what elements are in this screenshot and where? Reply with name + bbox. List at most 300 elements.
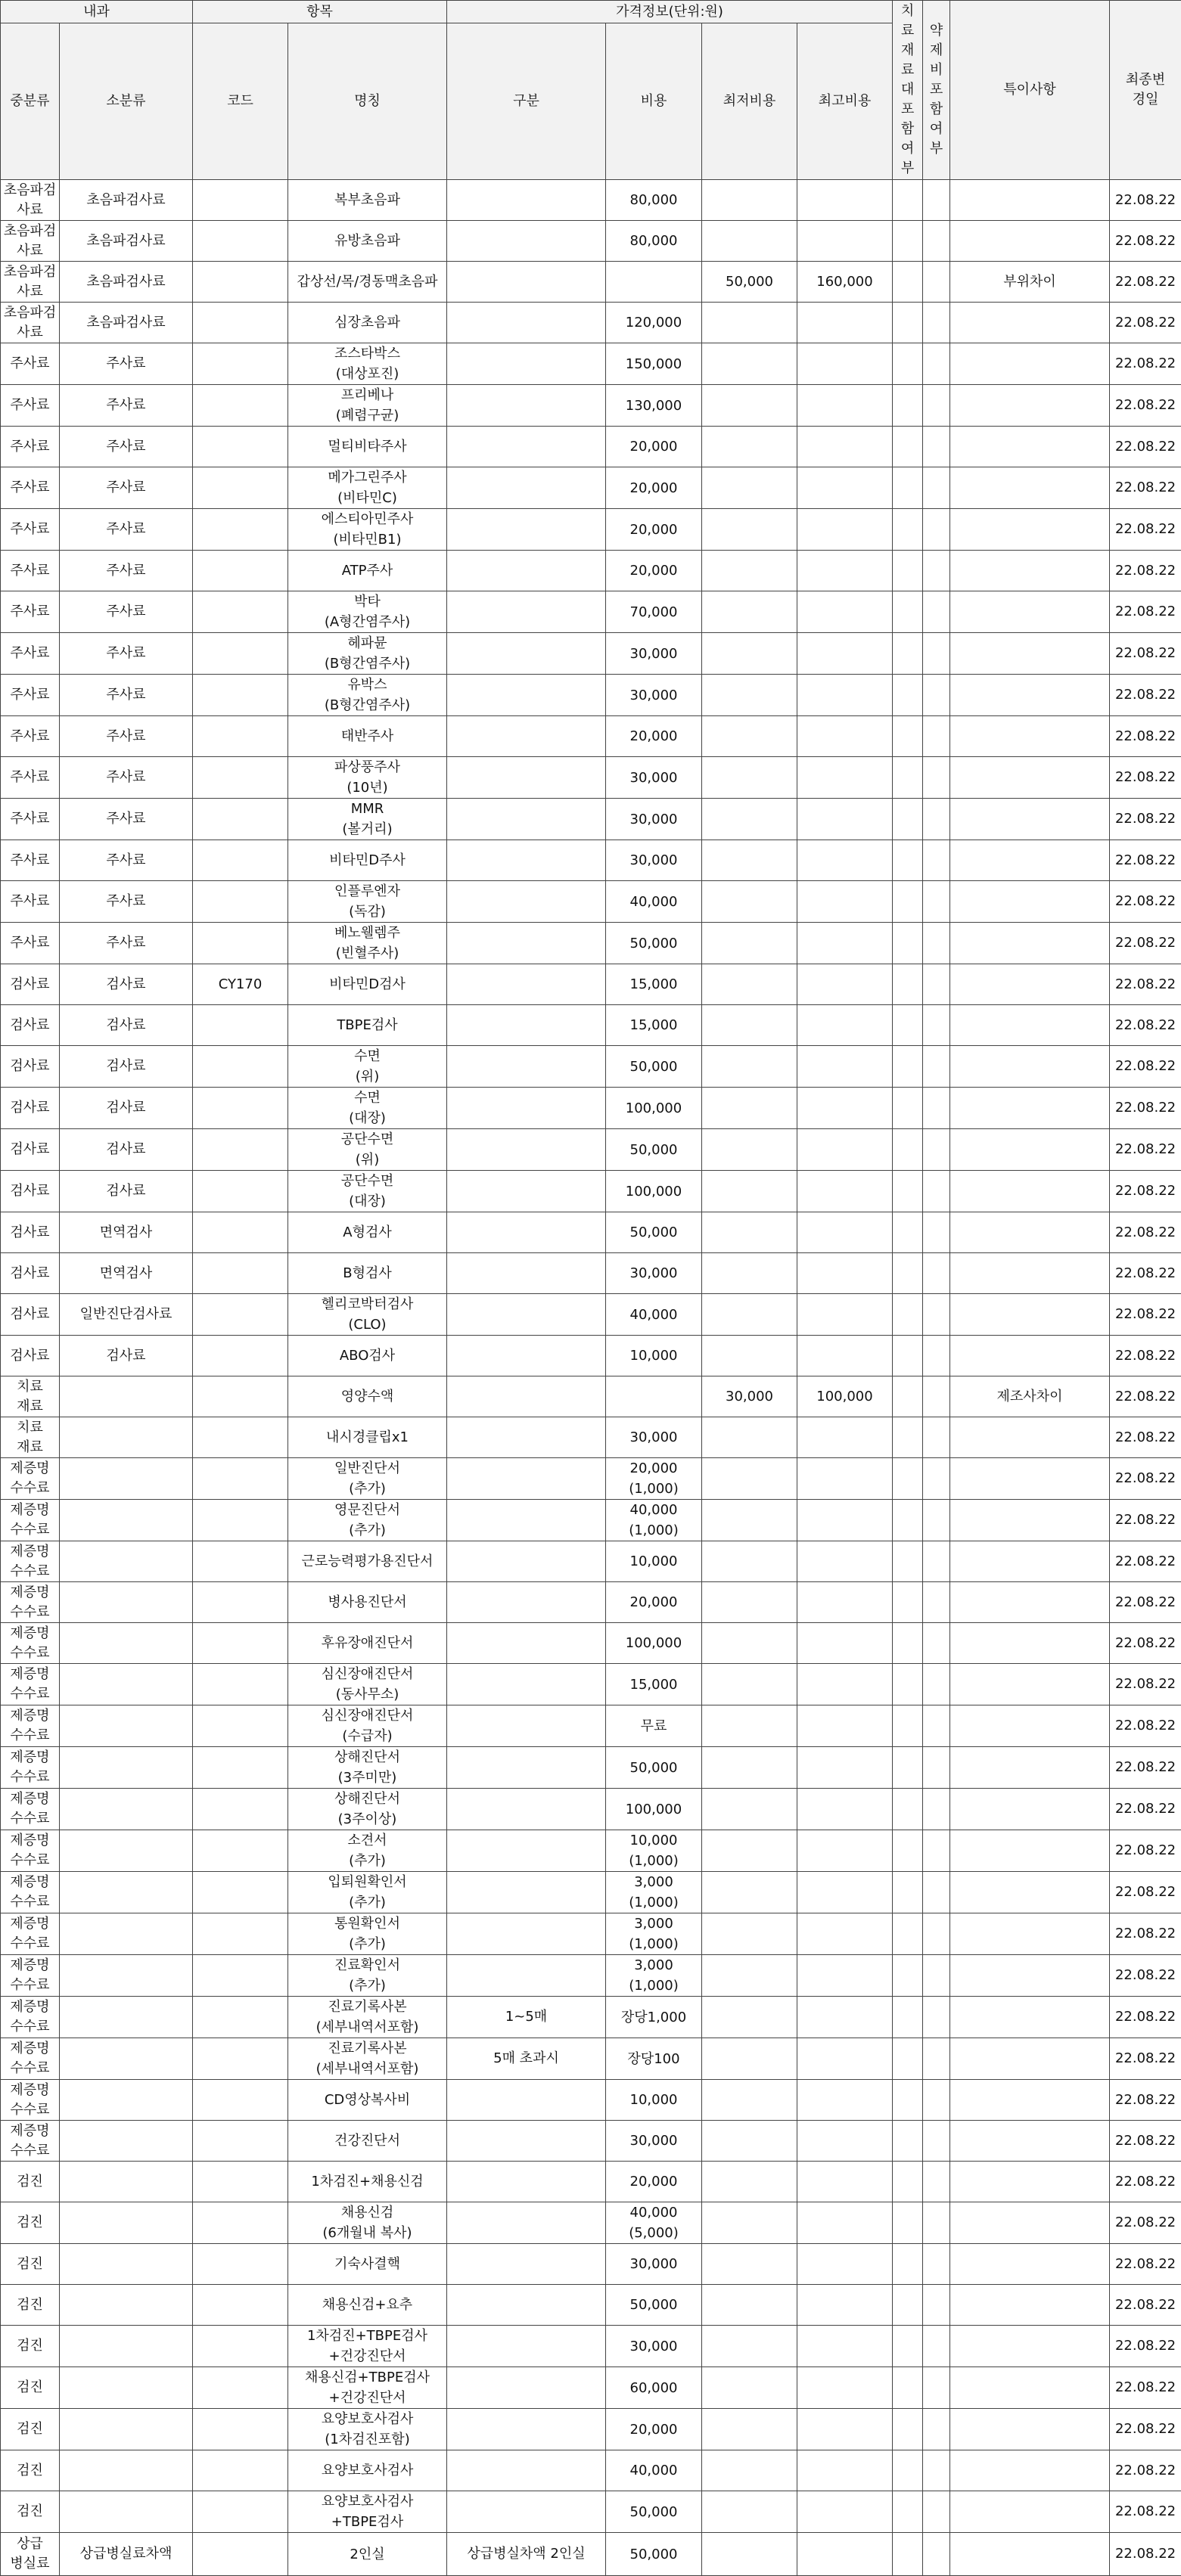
cell-type: [447, 2409, 606, 2450]
cell-note: [950, 1582, 1110, 1623]
cell-max-cost: [797, 180, 893, 221]
cell-code: [193, 675, 288, 716]
table-row: [1, 1376, 1181, 1417]
cell-min-cost: [702, 343, 797, 385]
cell-min-cost: [702, 1705, 797, 1747]
cell-name: 영양수액: [288, 1376, 447, 1417]
cell-last-changed: 22.08.22: [1110, 1417, 1181, 1458]
cell-treatment-material-included: [893, 1955, 923, 1997]
cell-sub-category: [60, 2244, 193, 2285]
cell-last-changed: 22.08.22: [1110, 1294, 1181, 1336]
cell-last-changed: 22.08.22: [1110, 964, 1181, 1005]
table-row: [1, 1171, 1181, 1212]
cell-note: 부위차이: [950, 262, 1110, 303]
cell-sub-category: 초음파검사료: [60, 180, 193, 221]
cell-cost: 3,000 (1,000): [606, 1913, 702, 1955]
cell-code: [193, 1046, 288, 1088]
cell-code: [193, 1997, 288, 2038]
cell-note: [950, 1664, 1110, 1705]
cell-treatment-material-included: [893, 1500, 923, 1541]
header-group-hangmok: 항목: [193, 1, 447, 23]
table-row: [1, 2080, 1181, 2121]
cell-type: [447, 881, 606, 923]
cell-treatment-material-included: [893, 1458, 923, 1500]
cell-sub-category: [60, 1458, 193, 1500]
cell-sub-category: 검사료: [60, 1046, 193, 1088]
cell-code: [193, 221, 288, 262]
cell-mid-category: 검사료: [1, 1336, 60, 1376]
table-row: [1, 1046, 1181, 1088]
cell-treatment-material-included: [893, 427, 923, 467]
cell-max-cost: [797, 1005, 893, 1046]
cell-type: [447, 1872, 606, 1913]
cell-sub-category: 주사료: [60, 923, 193, 964]
cell-sub-category: [60, 2121, 193, 2162]
cell-cost: [606, 1376, 702, 1417]
cell-max-cost: [797, 799, 893, 840]
cell-code: [193, 1088, 288, 1129]
cell-last-changed: 22.08.22: [1110, 1582, 1181, 1623]
table-row: [1, 180, 1181, 221]
table-row: [1, 1253, 1181, 1294]
table-row: [1, 385, 1181, 427]
cell-code: [193, 1500, 288, 1541]
cell-drug-cost-included: [923, 1997, 950, 2038]
cell-max-cost: [797, 2202, 893, 2244]
table-row: [1, 1005, 1181, 1046]
cell-last-changed: 22.08.22: [1110, 2121, 1181, 2162]
cell-note: [950, 2533, 1110, 2576]
cell-drug-cost-included: [923, 633, 950, 675]
cell-name: 기숙사결핵: [288, 2244, 447, 2285]
cell-mid-category: 주사료: [1, 385, 60, 427]
cell-name: 수면 (위): [288, 1046, 447, 1088]
cell-min-cost: [702, 180, 797, 221]
table-row: [1, 2533, 1181, 2576]
cell-note: [950, 1336, 1110, 1376]
cell-mid-category: 초음파검사료: [1, 221, 60, 262]
cell-name: 채용신검 (6개월내 복사): [288, 2202, 447, 2244]
cell-note: 제조사차이: [950, 1376, 1110, 1417]
cell-cost: 30,000: [606, 1417, 702, 1458]
cell-max-cost: [797, 1830, 893, 1872]
cell-drug-cost-included: [923, 716, 950, 757]
cell-note: [950, 1955, 1110, 1997]
cell-drug-cost-included: [923, 840, 950, 881]
cell-sub-category: [60, 2162, 193, 2202]
table-row: [1, 2285, 1181, 2326]
cell-drug-cost-included: [923, 2162, 950, 2202]
cell-last-changed: 22.08.22: [1110, 1336, 1181, 1376]
cell-type: [447, 2121, 606, 2162]
cell-type: [447, 262, 606, 303]
cell-last-changed: 22.08.22: [1110, 1005, 1181, 1046]
cell-max-cost: [797, 1212, 893, 1253]
cell-mid-category: 초음파검사료: [1, 262, 60, 303]
cell-drug-cost-included: [923, 1913, 950, 1955]
cell-drug-cost-included: [923, 1705, 950, 1747]
cell-min-cost: [702, 427, 797, 467]
table-row: [1, 2244, 1181, 2285]
cell-max-cost: 100,000: [797, 1376, 893, 1417]
cell-drug-cost-included: [923, 1500, 950, 1541]
cell-cost: 40,000: [606, 881, 702, 923]
cell-last-changed: 22.08.22: [1110, 551, 1181, 591]
table-row: [1, 2121, 1181, 2162]
cell-code: [193, 716, 288, 757]
cell-name: 1차검진+TBPE검사 +건강진단서: [288, 2326, 447, 2367]
cell-min-cost: [702, 1417, 797, 1458]
cell-last-changed: 22.08.22: [1110, 1541, 1181, 1582]
table-row: [1, 1747, 1181, 1789]
cell-min-cost: [702, 2326, 797, 2367]
cell-treatment-material-included: [893, 840, 923, 881]
cell-type: [447, 551, 606, 591]
cell-last-changed: 22.08.22: [1110, 2367, 1181, 2409]
cell-note: [950, 2450, 1110, 2491]
cell-drug-cost-included: [923, 1253, 950, 1294]
cell-treatment-material-included: [893, 1830, 923, 1872]
cell-name: 병사용진단서: [288, 1582, 447, 1623]
cell-cost: 20,000 (1,000): [606, 1458, 702, 1500]
cell-type: [447, 1088, 606, 1129]
cell-min-cost: [702, 2202, 797, 2244]
cell-code: [193, 2326, 288, 2367]
cell-type: [447, 2080, 606, 2121]
cell-max-cost: [797, 1913, 893, 1955]
cell-note: [950, 675, 1110, 716]
cell-sub-category: 상급병실료차액: [60, 2533, 193, 2576]
cell-max-cost: [797, 2244, 893, 2285]
table-row: [1, 262, 1181, 303]
table-row: [1, 1500, 1181, 1541]
cell-treatment-material-included: [893, 923, 923, 964]
table-row: [1, 303, 1181, 343]
cell-name: CD영상복사비: [288, 2080, 447, 2121]
cell-type: [447, 467, 606, 509]
cell-sub-category: [60, 1830, 193, 1872]
table-row: [1, 2202, 1181, 2244]
cell-max-cost: [797, 1705, 893, 1747]
cell-treatment-material-included: [893, 1005, 923, 1046]
cell-mid-category: 주사료: [1, 427, 60, 467]
cell-max-cost: [797, 2491, 893, 2533]
cell-code: [193, 1664, 288, 1705]
cell-drug-cost-included: [923, 1830, 950, 1872]
cell-drug-cost-included: [923, 1336, 950, 1376]
cell-drug-cost-included: [923, 1582, 950, 1623]
cell-treatment-material-included: [893, 2244, 923, 2285]
cell-treatment-material-included: [893, 180, 923, 221]
table-row: [1, 964, 1181, 1005]
cell-last-changed: 22.08.22: [1110, 1129, 1181, 1171]
cell-mid-category: 제증명 수수료: [1, 1872, 60, 1913]
cell-last-changed: 22.08.22: [1110, 2450, 1181, 2491]
cell-last-changed: 22.08.22: [1110, 591, 1181, 633]
cell-last-changed: 22.08.22: [1110, 427, 1181, 467]
cell-name: 태반주사: [288, 716, 447, 757]
cell-cost: 20,000: [606, 509, 702, 551]
header-name: 명칭: [288, 23, 447, 180]
cell-type: [447, 1913, 606, 1955]
cell-type: [447, 1955, 606, 1997]
cell-cost: 120,000: [606, 303, 702, 343]
cell-drug-cost-included: [923, 2409, 950, 2450]
header-note: 특이사항: [950, 1, 1110, 180]
cell-name: 헤파뮨 (B형간염주사): [288, 633, 447, 675]
cell-note: [950, 1789, 1110, 1830]
cell-type: [447, 303, 606, 343]
cell-sub-category: [60, 1955, 193, 1997]
cell-max-cost: [797, 1129, 893, 1171]
cell-sub-category: 주사료: [60, 343, 193, 385]
cell-mid-category: 검사료: [1, 1253, 60, 1294]
cell-min-cost: [702, 1789, 797, 1830]
cell-max-cost: [797, 2367, 893, 2409]
cell-min-cost: [702, 1129, 797, 1171]
cell-sub-category: 주사료: [60, 675, 193, 716]
cell-sub-category: 주사료: [60, 881, 193, 923]
cell-name: 공단수면 (위): [288, 1129, 447, 1171]
table-row: [1, 2409, 1181, 2450]
cell-note: [950, 2285, 1110, 2326]
cell-type: [447, 2202, 606, 2244]
cell-note: [950, 1129, 1110, 1171]
cell-last-changed: 22.08.22: [1110, 799, 1181, 840]
cell-drug-cost-included: [923, 1046, 950, 1088]
cell-code: [193, 1253, 288, 1294]
cell-cost: 130,000: [606, 385, 702, 427]
table-row: [1, 2367, 1181, 2409]
cell-sub-category: [60, 1872, 193, 1913]
cell-min-cost: [702, 1623, 797, 1664]
cell-sub-category: 초음파검사료: [60, 262, 193, 303]
cell-type: [447, 1336, 606, 1376]
cell-cost: 40,000: [606, 2450, 702, 2491]
cell-mid-category: 검진: [1, 2491, 60, 2533]
cell-type: [447, 1129, 606, 1171]
cell-note: [950, 2326, 1110, 2367]
cell-mid-category: 주사료: [1, 467, 60, 509]
cell-code: [193, 757, 288, 799]
cell-last-changed: 22.08.22: [1110, 1376, 1181, 1417]
cell-code: [193, 1789, 288, 1830]
cell-min-cost: [702, 1253, 797, 1294]
cell-drug-cost-included: [923, 1458, 950, 1500]
cell-type: [447, 1294, 606, 1336]
cell-max-cost: [797, 2080, 893, 2121]
cell-type: 상급병실차액 2인실: [447, 2533, 606, 2576]
cell-mid-category: 검사료: [1, 1212, 60, 1253]
cell-note: [950, 1913, 1110, 1955]
cell-max-cost: [797, 1789, 893, 1830]
cell-drug-cost-included: [923, 2080, 950, 2121]
cell-cost: 50,000: [606, 923, 702, 964]
cell-drug-cost-included: [923, 2285, 950, 2326]
cell-treatment-material-included: [893, 799, 923, 840]
cell-type: [447, 1830, 606, 1872]
header-treatment-material-included: 치 료 재 료 대 포 함 여 부: [893, 1, 923, 180]
table-row: [1, 1664, 1181, 1705]
table-row: [1, 1541, 1181, 1582]
cell-last-changed: 22.08.22: [1110, 716, 1181, 757]
cell-treatment-material-included: [893, 1171, 923, 1212]
cell-mid-category: 검진: [1, 2162, 60, 2202]
table-row: [1, 840, 1181, 881]
cell-treatment-material-included: [893, 716, 923, 757]
cell-treatment-material-included: [893, 221, 923, 262]
cell-mid-category: 제증명 수수료: [1, 1500, 60, 1541]
cell-cost: 80,000: [606, 180, 702, 221]
cell-min-cost: [702, 1005, 797, 1046]
cell-last-changed: 22.08.22: [1110, 1872, 1181, 1913]
cell-code: [193, 2367, 288, 2409]
cell-cost: 장당1,000: [606, 1997, 702, 2038]
cell-mid-category: 검사료: [1, 1294, 60, 1336]
table-row: [1, 1212, 1181, 1253]
cell-note: [950, 591, 1110, 633]
table-row: [1, 2450, 1181, 2491]
cell-mid-category: 상급 병실료: [1, 2533, 60, 2576]
cell-treatment-material-included: [893, 1376, 923, 1417]
cell-name: 진료기록사본 (세부내역서포함): [288, 1997, 447, 2038]
cell-code: [193, 840, 288, 881]
cell-last-changed: 22.08.22: [1110, 675, 1181, 716]
cell-drug-cost-included: [923, 591, 950, 633]
cell-mid-category: 주사료: [1, 840, 60, 881]
cell-min-cost: [702, 1458, 797, 1500]
cell-name: 갑상선/목/경동맥초음파: [288, 262, 447, 303]
cell-mid-category: 제증명 수수료: [1, 1913, 60, 1955]
cell-drug-cost-included: [923, 385, 950, 427]
cell-code: [193, 180, 288, 221]
cell-mid-category: 검진: [1, 2202, 60, 2244]
cell-min-cost: [702, 1541, 797, 1582]
cell-max-cost: [797, 1955, 893, 1997]
cell-min-cost: [702, 633, 797, 675]
cell-drug-cost-included: [923, 509, 950, 551]
cell-type: [447, 675, 606, 716]
cell-treatment-material-included: [893, 591, 923, 633]
cell-name: 헬리코박터검사 (CLO): [288, 1294, 447, 1336]
cell-sub-category: 면역검사: [60, 1253, 193, 1294]
cell-mid-category: 검사료: [1, 1005, 60, 1046]
cell-note: [950, 221, 1110, 262]
cell-last-changed: 22.08.22: [1110, 2038, 1181, 2080]
cell-type: [447, 2491, 606, 2533]
cell-last-changed: 22.08.22: [1110, 1212, 1181, 1253]
cell-max-cost: [797, 881, 893, 923]
cell-sub-category: 일반진단검사료: [60, 1294, 193, 1336]
cell-min-cost: [702, 1872, 797, 1913]
cell-treatment-material-included: [893, 633, 923, 675]
cell-drug-cost-included: [923, 1417, 950, 1458]
cell-mid-category: 치료 재료: [1, 1376, 60, 1417]
cell-type: [447, 1500, 606, 1541]
cell-note: [950, 1541, 1110, 1582]
cell-drug-cost-included: [923, 2038, 950, 2080]
table-row: [1, 1872, 1181, 1913]
cell-type: 1~5매: [447, 1997, 606, 2038]
cell-min-cost: [702, 2409, 797, 2450]
cell-mid-category: 제증명 수수료: [1, 1541, 60, 1582]
cell-max-cost: [797, 303, 893, 343]
cell-min-cost: [702, 1336, 797, 1376]
cell-name: 복부초음파: [288, 180, 447, 221]
cell-treatment-material-included: [893, 1046, 923, 1088]
cell-sub-category: 주사료: [60, 757, 193, 799]
cell-name: 파상풍주사 (10년): [288, 757, 447, 799]
cell-treatment-material-included: [893, 1664, 923, 1705]
cell-min-cost: [702, 1830, 797, 1872]
cell-min-cost: [702, 2450, 797, 2491]
cell-min-cost: [702, 1955, 797, 1997]
cell-treatment-material-included: [893, 2450, 923, 2491]
cell-treatment-material-included: [893, 2491, 923, 2533]
cell-name: ATP주사: [288, 551, 447, 591]
cell-code: [193, 1747, 288, 1789]
cell-name: 진료확인서 (추가): [288, 1955, 447, 1997]
cell-drug-cost-included: [923, 964, 950, 1005]
cell-name: ABO검사: [288, 1336, 447, 1376]
cell-max-cost: [797, 2450, 893, 2491]
cell-sub-category: [60, 2409, 193, 2450]
cell-treatment-material-included: [893, 385, 923, 427]
cell-cost: 30,000: [606, 2244, 702, 2285]
cell-note: [950, 2409, 1110, 2450]
cell-note: [950, 343, 1110, 385]
cell-type: [447, 1582, 606, 1623]
cell-drug-cost-included: [923, 2121, 950, 2162]
cell-note: [950, 2491, 1110, 2533]
cell-mid-category: 주사료: [1, 633, 60, 675]
cell-note: [950, 1171, 1110, 1212]
cell-name: 베노웰렘주 (빈혈주사): [288, 923, 447, 964]
cell-treatment-material-included: [893, 2367, 923, 2409]
table-row: [1, 923, 1181, 964]
cell-note: [950, 509, 1110, 551]
cell-last-changed: 22.08.22: [1110, 1789, 1181, 1830]
cell-mid-category: 제증명 수수료: [1, 1955, 60, 1997]
cell-mid-category: 검진: [1, 2409, 60, 2450]
cell-treatment-material-included: [893, 2409, 923, 2450]
cell-note: [950, 1500, 1110, 1541]
cell-sub-category: 초음파검사료: [60, 221, 193, 262]
cell-last-changed: 22.08.22: [1110, 1500, 1181, 1541]
cell-sub-category: [60, 1500, 193, 1541]
cell-note: [950, 427, 1110, 467]
cell-min-cost: [702, 303, 797, 343]
cell-code: [193, 1830, 288, 1872]
header-drug-cost-included: 약 제 비 포 함 여 부: [923, 1, 950, 180]
cell-min-cost: [702, 1747, 797, 1789]
cell-type: [447, 221, 606, 262]
cell-type: [447, 343, 606, 385]
cell-min-cost: [702, 1997, 797, 2038]
cell-mid-category: 제증명 수수료: [1, 1623, 60, 1664]
cell-last-changed: 22.08.22: [1110, 2285, 1181, 2326]
cell-note: [950, 2202, 1110, 2244]
cell-drug-cost-included: [923, 1171, 950, 1212]
cell-mid-category: 제증명 수수료: [1, 1705, 60, 1747]
cell-type: [447, 1705, 606, 1747]
cell-type: [447, 385, 606, 427]
cell-type: [447, 1005, 606, 1046]
cell-code: [193, 1376, 288, 1417]
cell-name: 수면 (대장): [288, 1088, 447, 1129]
cell-max-cost: [797, 1458, 893, 1500]
cell-last-changed: 22.08.22: [1110, 1830, 1181, 1872]
